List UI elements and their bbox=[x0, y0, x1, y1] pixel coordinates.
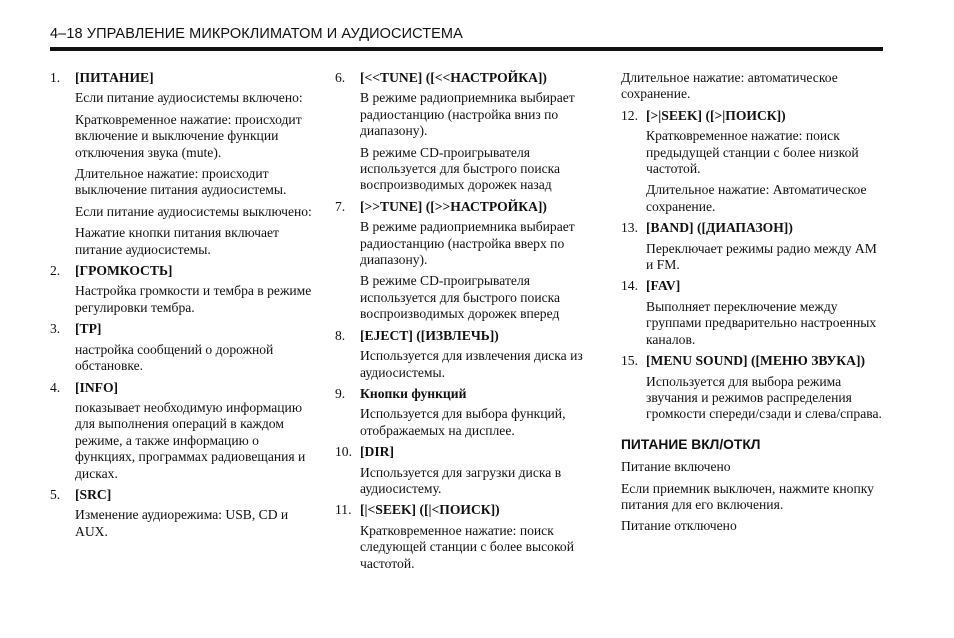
item-paragraph: В режиме CD-проигрывателя используется для быстрого поиска воспроизводимых дорожек назад bbox=[360, 144, 561, 193]
column-1 bbox=[50, 70, 312, 545]
item-paragraph: Переключает режимы радио между AM и FM. bbox=[646, 240, 877, 273]
continued-paragraph: Длительное нажатие: автоматическое сохранение. bbox=[621, 70, 838, 102]
item-number: 1. bbox=[50, 70, 61, 85]
item-title: [<<TUNE] ([<<НАСТРОЙКА]) bbox=[360, 70, 547, 85]
item-paragraph: В режиме радиоприемника выбирает радиостанцию (настройка вниз по диапазону). bbox=[360, 90, 575, 139]
item-paragraph: В режиме CD-проигрывателя используется для быстрого поиска воспроизводимых дорожек вперед bbox=[360, 273, 561, 322]
item-paragraph: Кратковременное нажатие: поиск предыдущей станции с более низкой частотой. bbox=[646, 128, 859, 177]
item-number: 12. bbox=[621, 107, 638, 123]
item-number: 5. bbox=[50, 486, 61, 502]
section-paragraph: Питание отключено bbox=[621, 518, 737, 534]
item-paragraph: Используется для загрузки диска в аудиосистему. bbox=[360, 464, 562, 496]
list-item bbox=[335, 199, 597, 323]
item-number: 11. bbox=[335, 502, 352, 518]
item-number: 6. bbox=[335, 70, 346, 85]
item-title: [SRC] bbox=[75, 486, 112, 502]
item-number: 7. bbox=[335, 198, 346, 214]
item-number: 15. bbox=[621, 353, 638, 369]
item-paragraph: Если питание аудиосистемы включено: bbox=[75, 90, 303, 106]
item-title: [TP] bbox=[75, 321, 102, 337]
item-number: 10. bbox=[335, 444, 352, 460]
item-paragraph: Длительное нажатие: Автоматическое сохранение. bbox=[646, 182, 867, 214]
column-3-items bbox=[621, 108, 885, 423]
item-number: 13. bbox=[621, 220, 638, 236]
list-item bbox=[335, 444, 597, 497]
item-title: [FAV] bbox=[646, 278, 681, 294]
item-title: Кнопки функций bbox=[360, 385, 467, 401]
item-paragraph: Настройка громкости и тембра в режиме регулировки тембра. bbox=[75, 283, 312, 315]
list-item bbox=[50, 380, 312, 482]
header-rule bbox=[50, 47, 883, 51]
list-item bbox=[335, 502, 597, 572]
item-title: [EJECT] ([ИЗВЛЕЧЬ]) bbox=[360, 327, 499, 343]
item-paragraph: Используется для выбора режима звучания и режимов распределения громкости спереди/сзади и слева/справа. bbox=[646, 373, 882, 422]
item-paragraph: Кратковременное нажатие: происходит включение и выключение функции отключения звука (mute). bbox=[75, 111, 302, 160]
list-item bbox=[50, 263, 312, 316]
list-item bbox=[50, 70, 312, 258]
item-paragraph: Используется для выбора функций, отображаемых на дисплее. bbox=[360, 406, 566, 438]
item-title: [ГРОМКОСТЬ] bbox=[75, 263, 173, 279]
column-2 bbox=[335, 70, 597, 577]
item-title: [ПИТАНИЕ] bbox=[75, 70, 154, 85]
item-paragraph: Используется для извлечения диска из аудиосистемы. bbox=[360, 348, 583, 380]
list-item bbox=[50, 487, 312, 540]
list-item bbox=[621, 353, 885, 423]
item-title: [MENU SOUND] ([МЕНЮ ЗВУКА]) bbox=[646, 353, 866, 369]
item-paragraph: Изменение аудиорежима: USB, CD и AUX. bbox=[75, 507, 289, 539]
list-item bbox=[621, 220, 885, 273]
item-title: [|<SEEK] ([|<ПОИСК]) bbox=[360, 502, 500, 518]
item-paragraph: Если питание аудиосистемы выключено: bbox=[75, 203, 312, 219]
item-number: 9. bbox=[335, 385, 346, 401]
list-item bbox=[335, 328, 597, 381]
item-paragraph: В режиме радиоприемника выбирает радиостанцию (настройка вверх по диапазону). bbox=[360, 219, 575, 268]
item-paragraph: Нажатие кнопки питания включает питание аудиосистемы. bbox=[75, 225, 279, 257]
list-item bbox=[335, 70, 597, 194]
item-title: [>|SEEK] ([>|ПОИСК]) bbox=[646, 107, 786, 123]
item-title: [BAND] ([ДИАПАЗОН]) bbox=[646, 220, 793, 236]
item-title: [DIR] bbox=[360, 444, 394, 460]
item-number: 4. bbox=[50, 379, 61, 395]
item-paragraph: показывает необходимую информацию для выполнения операций в каждом режиме, а также информацию о функциях, программах радиовещания и дисках. bbox=[75, 399, 306, 481]
list-item bbox=[621, 108, 885, 215]
list-item bbox=[621, 278, 885, 348]
item-paragraph: настройка сообщений о дорожной обстановке. bbox=[75, 341, 274, 374]
item-paragraph: Длительное нажатие: происходит выключение питания аудиосистемы. bbox=[75, 166, 287, 198]
item-paragraph: Кратковременное нажатие: поиск следующей станции с более высокой частотой. bbox=[360, 522, 574, 571]
section-paragraph: Если приемник выключен, нажмите кнопку питания для его включения. bbox=[621, 480, 874, 512]
item-number: 14. bbox=[621, 278, 638, 294]
column-3 bbox=[621, 70, 885, 540]
section-paragraph: Питание включено bbox=[621, 459, 731, 475]
list-item bbox=[335, 386, 597, 439]
page-header: 4–18 УПРАВЛЕНИЕ МИКРОКЛИМАТОМ И АУДИОСИСТЕМА bbox=[50, 26, 463, 42]
item-paragraph: Выполняет переключение между группами предварительно настроенных каналов. bbox=[646, 298, 877, 347]
item-number: 2. bbox=[50, 263, 61, 279]
item-title: [>>TUNE] ([>>НАСТРОЙКА]) bbox=[360, 198, 547, 214]
item-number: 3. bbox=[50, 321, 61, 337]
section-title: ПИТАНИЕ ВКЛ/ОТКЛ bbox=[621, 436, 761, 452]
item-number: 8. bbox=[335, 327, 346, 343]
list-item bbox=[50, 321, 312, 374]
item-title: [INFO] bbox=[75, 379, 119, 395]
